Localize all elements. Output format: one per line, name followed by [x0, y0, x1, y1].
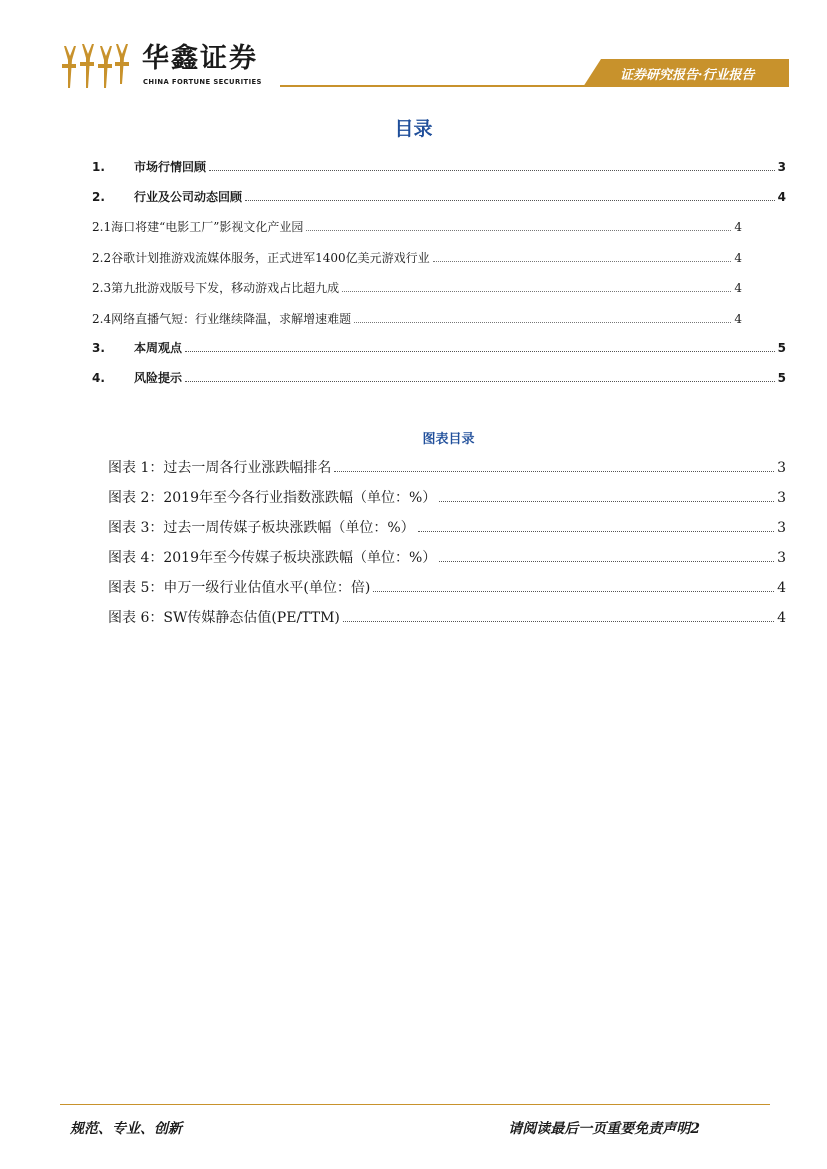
toc-dot-leader — [354, 321, 731, 323]
toc-dot-leader — [433, 260, 732, 262]
toc-section-4[interactable] — [92, 369, 786, 386]
figure-toc-item-title: 图表 3：过去一周传媒子板块涨跌幅（单位：%） — [108, 520, 415, 536]
figure-toc-item-6[interactable] — [108, 607, 786, 627]
toc-dot-leader — [418, 530, 774, 532]
toc-page-number: 4 — [777, 190, 786, 204]
figure-toc-item-1[interactable] — [108, 457, 786, 477]
toc-page-number: 4 — [734, 312, 742, 326]
toc-dot-leader — [185, 350, 775, 352]
toc-page-number: 4 — [734, 220, 742, 234]
footer-disclaimer-note: 请阅读最后一页重要免责声明2 — [508, 1121, 700, 1137]
toc-section-title: 本周观点 — [134, 341, 183, 355]
toc-dot-leader — [185, 380, 775, 382]
toc-section-title: 行业及公司动态回顾 — [134, 190, 243, 204]
figure-toc-item-title: 图表 2：2019年至今各行业指数涨跌幅（单位：%） — [108, 490, 437, 506]
toc-section-number: 4. — [92, 371, 105, 385]
logo-emblem-icon — [60, 42, 132, 90]
toc-dot-leader — [245, 199, 775, 201]
toc-section-title: 市场行情回顾 — [134, 160, 207, 174]
toc-section-title: 风险提示 — [134, 371, 183, 385]
footer-rule — [60, 1104, 770, 1105]
toc-subsection-title: 2.1海口将建“电影工厂”影视文化产业园 — [92, 220, 304, 234]
report-tag-label: 证券研究报告·行业报告 — [620, 68, 755, 83]
figure-toc-item-3[interactable] — [108, 517, 786, 537]
toc-page-number: 3 — [777, 550, 786, 566]
figure-toc-item-4[interactable] — [108, 547, 786, 567]
toc-dot-leader — [439, 500, 774, 502]
toc-page-number: 5 — [777, 371, 786, 385]
toc-section-number: 1. — [92, 160, 105, 174]
toc-subsection-title: 2.2谷歌计划推游戏流媒体服务，正式进军1400亿美元游戏行业 — [92, 251, 430, 265]
toc-page-number: 4 — [734, 251, 742, 265]
figure-toc-title: 图表目录 — [422, 432, 475, 447]
toc-dot-leader — [306, 229, 731, 231]
toc-dot-leader — [343, 620, 774, 622]
toc-section-1[interactable] — [92, 158, 786, 175]
toc-page-number: 3 — [777, 520, 786, 536]
toc-subsection-2-1[interactable] — [92, 218, 742, 235]
toc-subsection-title: 2.3第九批游戏版号下发，移动游戏占比超九成 — [92, 281, 340, 295]
footer-slogan: 规范、专业、创新 — [70, 1121, 182, 1137]
logo-english-name: CHINA FORTUNE SECURITIES — [143, 78, 262, 86]
figure-toc-item-title: 图表 1：过去一周各行业涨跌幅排名 — [108, 460, 332, 476]
toc-dot-leader — [342, 290, 731, 292]
toc-subsection-title: 2.4网络直播气短：行业继续降温，求解增速难题 — [92, 312, 352, 326]
toc-section-number: 2. — [92, 190, 105, 204]
toc-page-number: 4 — [777, 610, 786, 626]
toc-dot-leader — [373, 590, 774, 592]
toc-title: 目录 — [394, 118, 433, 140]
toc-section-number: 3. — [92, 341, 105, 355]
figure-toc-item-5[interactable] — [108, 577, 786, 597]
toc-dot-leader — [334, 470, 774, 472]
toc-section-2[interactable] — [92, 188, 786, 205]
figure-toc-item-title: 图表 4：2019年至今传媒子板块涨跌幅（单位：%） — [108, 550, 437, 566]
toc-subsection-2-3[interactable] — [92, 279, 742, 296]
figure-toc-item-title: 图表 6：SW传媒静态估值(PE/TTM) — [108, 610, 340, 626]
toc-section-3[interactable] — [92, 339, 786, 356]
toc-page-number: 3 — [777, 160, 786, 174]
toc-page-number: 4 — [734, 281, 742, 295]
company-logo — [60, 40, 280, 92]
figure-toc-item-title: 图表 5：申万一级行业估值水平(单位：倍) — [108, 580, 371, 596]
toc-dot-leader — [439, 560, 774, 562]
toc-dot-leader — [209, 169, 775, 171]
toc-page-number: 4 — [777, 580, 786, 596]
toc-page-number: 3 — [777, 460, 786, 476]
toc-subsection-2-4[interactable] — [92, 310, 742, 327]
toc-page-number: 5 — [777, 341, 786, 355]
page-header — [0, 0, 827, 100]
logo-chinese-name: 华鑫证券 — [142, 43, 258, 74]
toc-page-number: 3 — [777, 490, 786, 506]
figure-toc-item-2[interactable] — [108, 487, 786, 507]
toc-subsection-2-2[interactable] — [92, 249, 742, 266]
